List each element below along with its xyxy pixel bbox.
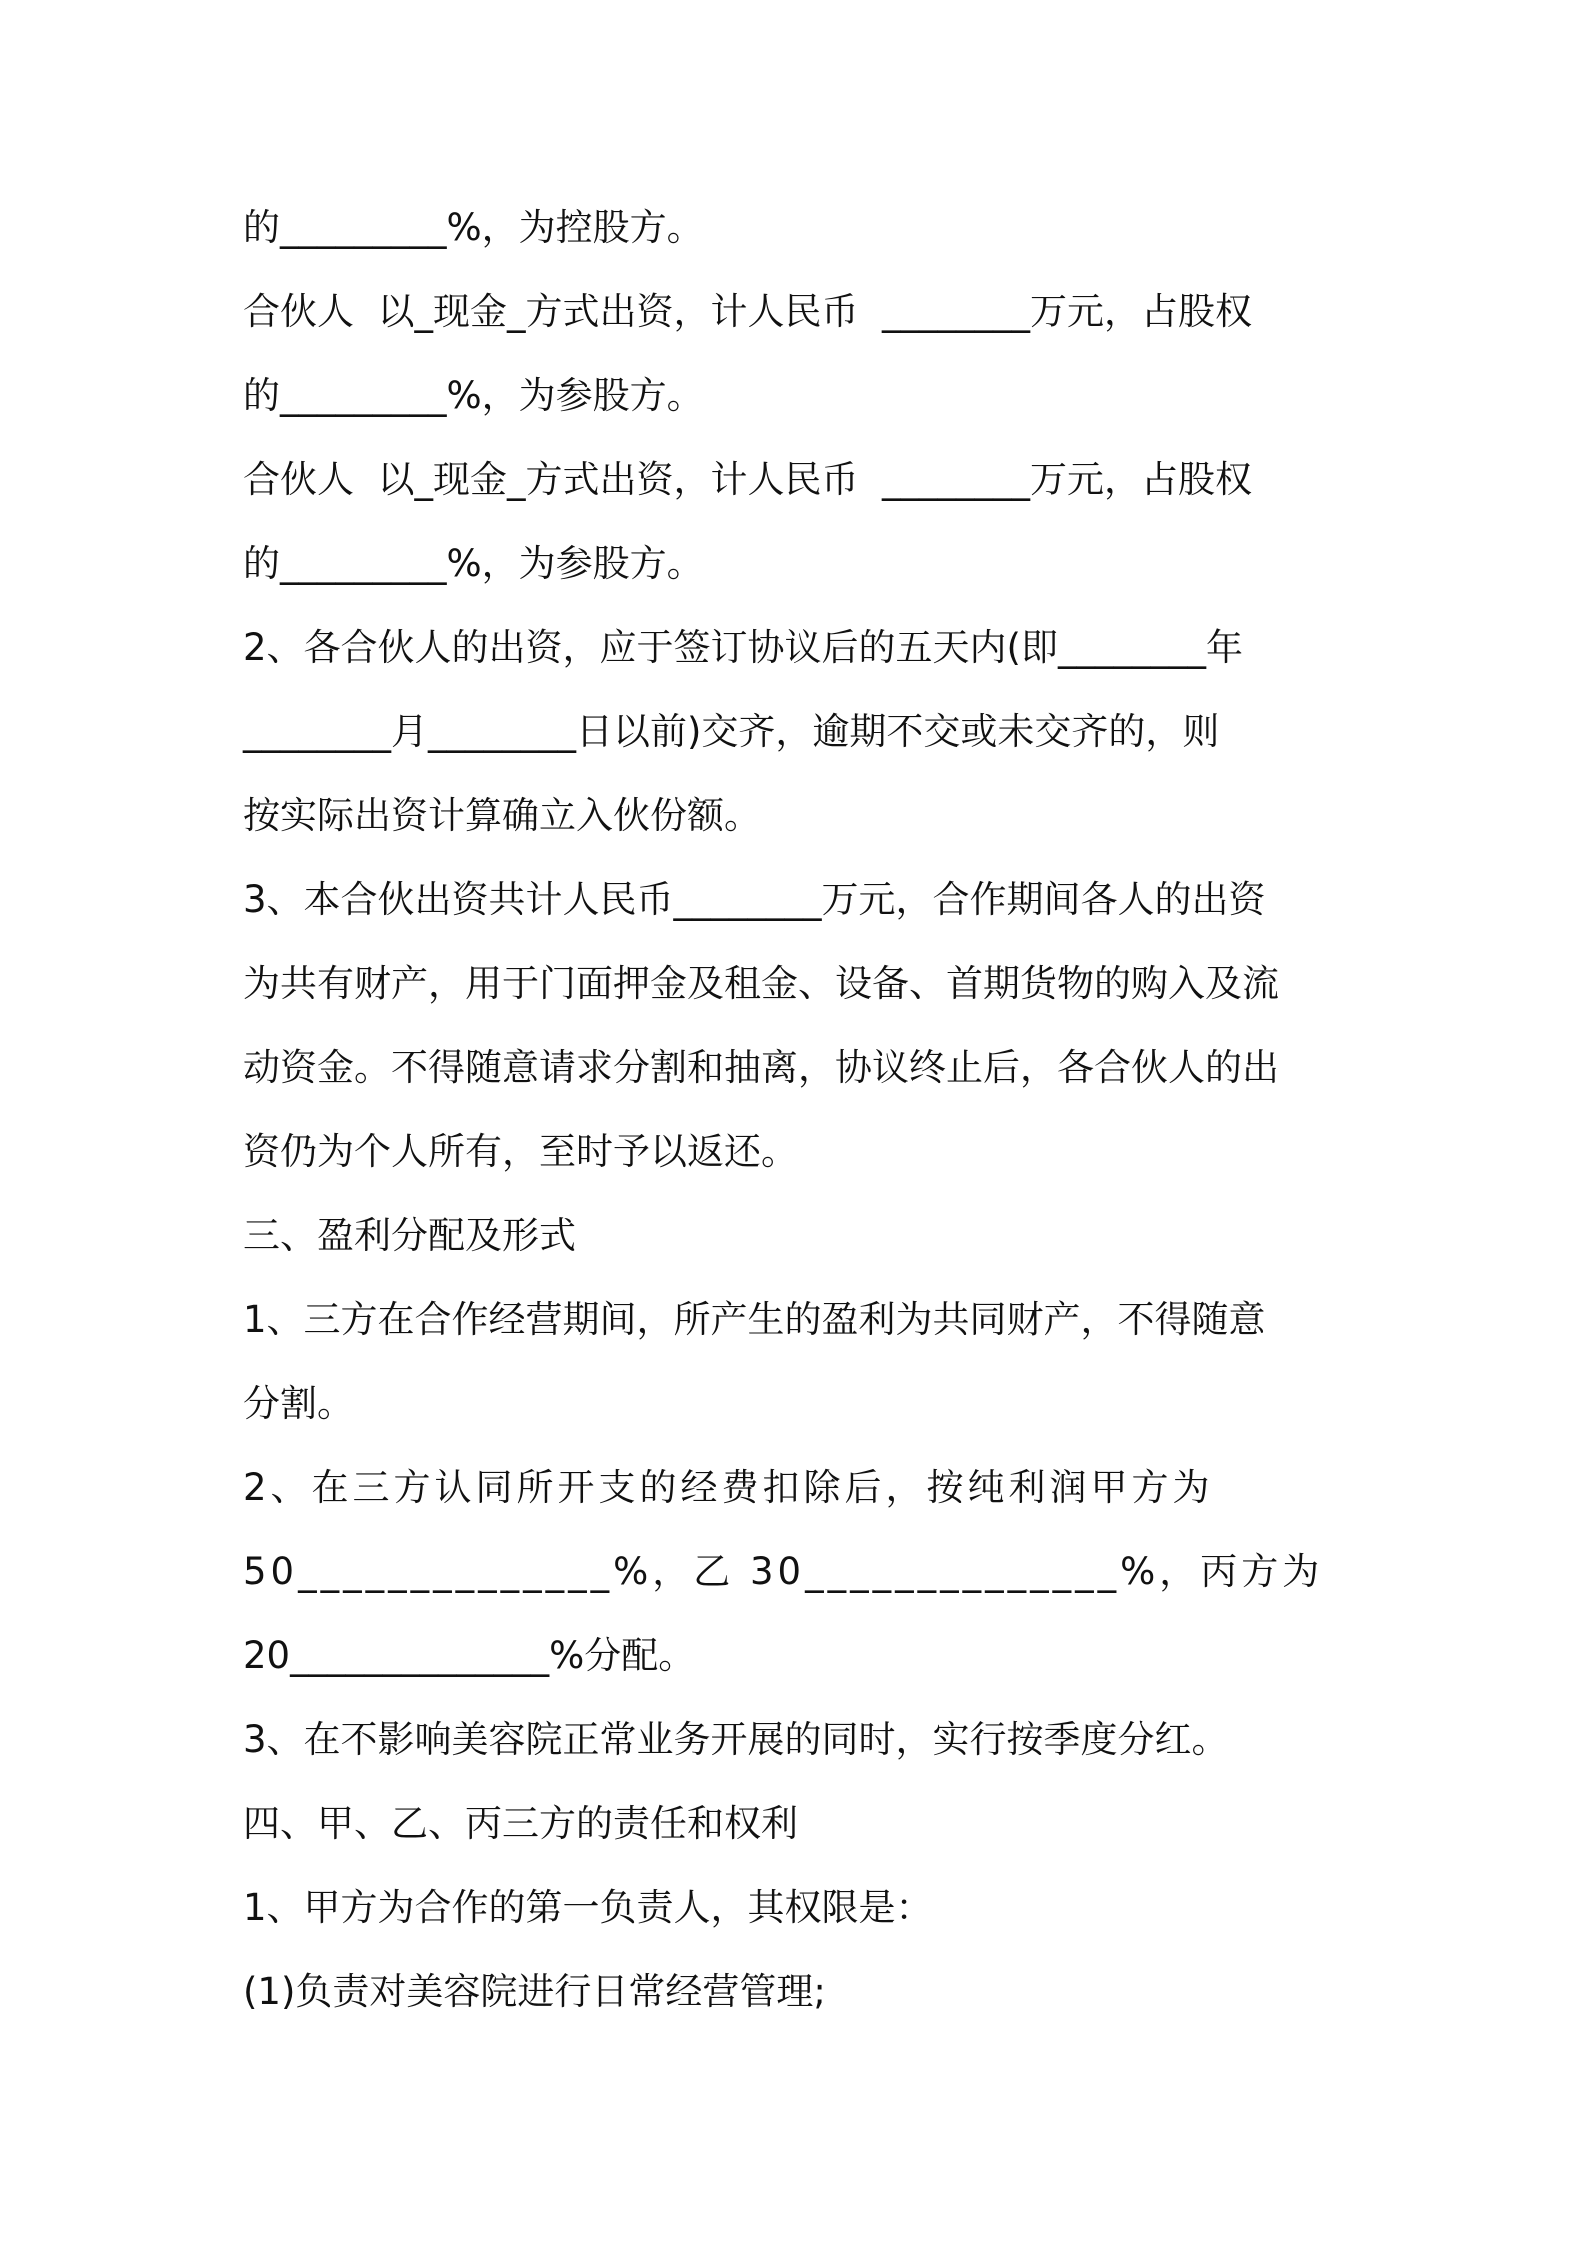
section-heading: 三、盈利分配及形式 xyxy=(243,1214,576,1257)
text-line: 1、三方在合作经营期间，所产生的盈利为共同财产，不得随意 xyxy=(243,1298,1266,1341)
text-line: 50______________%，乙 30______________%，丙方为 xyxy=(243,1550,1324,1593)
text-line: 的_________%，为参股方。 xyxy=(243,542,704,585)
text-line: 3、在不影响美容院正常业务开展的同时，实行按季度分红。 xyxy=(243,1718,1229,1761)
text-line: 的_________%，为控股方。 xyxy=(243,206,704,249)
text-line: 分割。 xyxy=(243,1382,354,1425)
section-heading: 四、甲、乙、丙三方的责任和权利 xyxy=(243,1802,798,1845)
text-line: 为共有财产，用于门面押金及租金、设备、首期货物的购入及流 xyxy=(243,962,1279,1005)
text-line: ________月________日以前)交齐，逾期不交或未交齐的，则 xyxy=(243,710,1220,753)
text-line: (1)负责对美容院进行日常经营管理; xyxy=(243,1970,826,2013)
text-line: 合伙人 以_现金_方式出资，计人民币 ________万元，占股权 xyxy=(243,290,1253,333)
text-line: 20______________%分配。 xyxy=(243,1634,696,1677)
text-line: 1、甲方为合作的第一负责人，其权限是： xyxy=(243,1886,933,1929)
text-line: 2、在三方认同所开支的经费扣除后，按纯利润甲方为 xyxy=(243,1466,1214,1509)
text-line: 资仍为个人所有，至时予以返还。 xyxy=(243,1130,798,1173)
text-line: 动资金。不得随意请求分割和抽离，协议终止后，各合伙人的出 xyxy=(243,1046,1279,1089)
text-line: 3、本合伙出资共计人民币________万元，合作期间各人的出资 xyxy=(243,878,1266,921)
text-line: 的_________%，为参股方。 xyxy=(243,374,704,417)
text-line: 2、各合伙人的出资，应于签订协议后的五天内(即________年 xyxy=(243,626,1243,669)
text-line: 按实际出资计算确立入伙份额。 xyxy=(243,794,761,837)
text-line: 合伙人 以_现金_方式出资，计人民币 ________万元，占股权 xyxy=(243,458,1253,501)
